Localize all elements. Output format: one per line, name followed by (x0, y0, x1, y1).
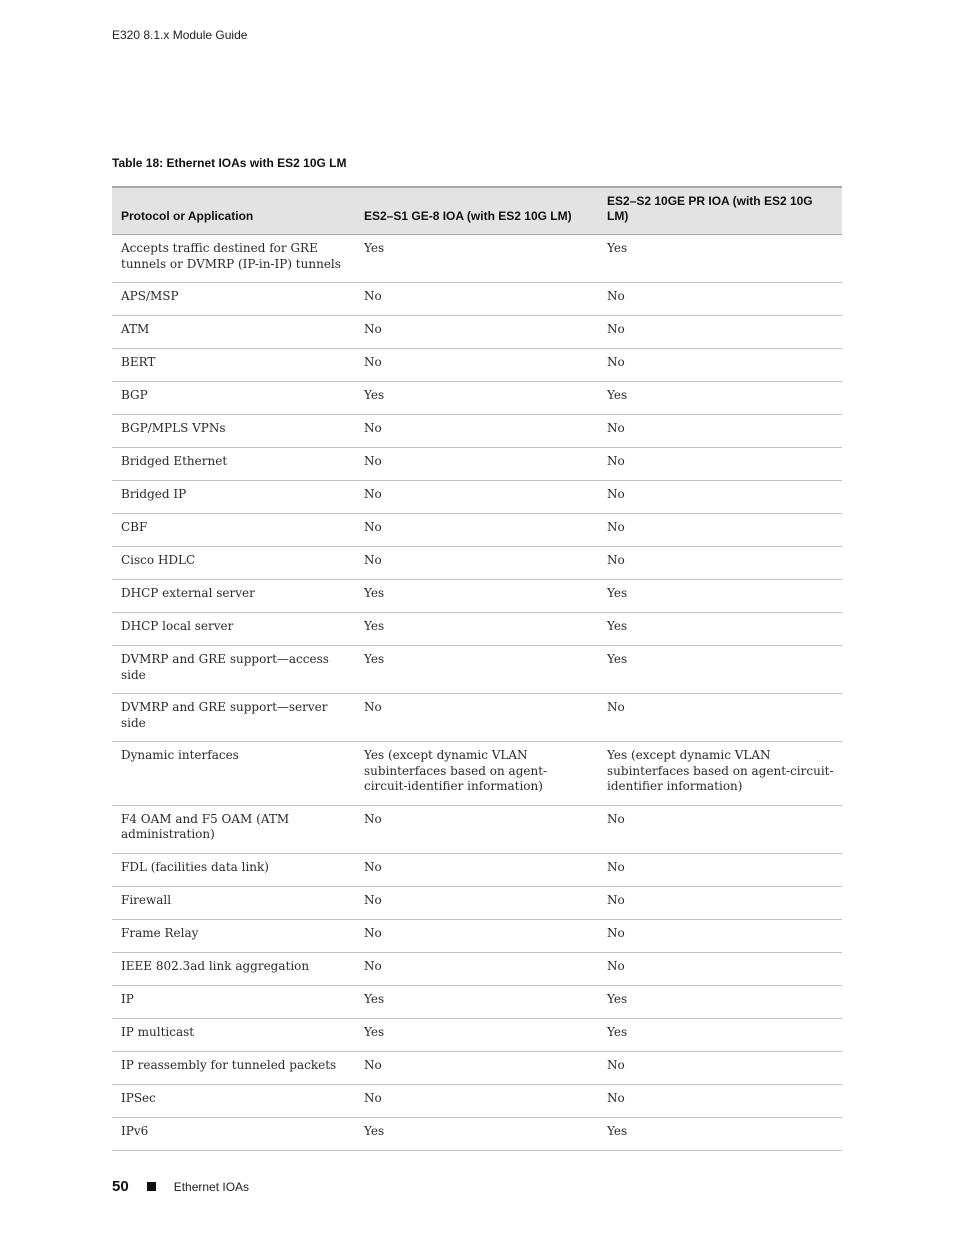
cell-es2-s1-support: Yes (355, 235, 598, 283)
cell-es2-s1-support: Yes (355, 382, 598, 415)
cell-es2-s1-support: No (355, 886, 598, 919)
cell-es2-s1-support: No (355, 547, 598, 580)
table-body (112, 235, 842, 1151)
column-header-es2-s1: ES2–S1 GE-8 IOA (with ES2 10G LM) (355, 187, 598, 235)
table-row (112, 1018, 842, 1051)
cell-es2-s1-support: No (355, 1051, 598, 1084)
cell-es2-s1-support: Yes (355, 1117, 598, 1150)
cell-protocol: APS/MSP (112, 283, 355, 316)
cell-es2-s1-support: No (355, 694, 598, 742)
table-row (112, 853, 842, 886)
cell-es2-s2-support: No (598, 853, 842, 886)
ethernet-ioa-table (112, 186, 842, 1151)
table-header-row (112, 187, 842, 235)
cell-es2-s2-support: Yes (598, 985, 842, 1018)
table-row (112, 646, 842, 694)
cell-protocol: BERT (112, 349, 355, 382)
cell-es2-s1-support: Yes (355, 1018, 598, 1051)
cell-es2-s2-support: No (598, 805, 842, 853)
cell-es2-s2-support: No (598, 919, 842, 952)
cell-protocol: CBF (112, 514, 355, 547)
table-row (112, 448, 842, 481)
cell-es2-s2-support: No (598, 886, 842, 919)
square-bullet-icon (147, 1182, 156, 1191)
cell-protocol: IPv6 (112, 1117, 355, 1150)
table-row (112, 481, 842, 514)
cell-protocol: IP multicast (112, 1018, 355, 1051)
cell-es2-s1-support: Yes (355, 580, 598, 613)
cell-es2-s1-support: Yes (355, 985, 598, 1018)
cell-protocol: Bridged IP (112, 481, 355, 514)
table-row (112, 1084, 842, 1117)
cell-es2-s2-support: Yes (598, 235, 842, 283)
table-row (112, 382, 842, 415)
cell-es2-s1-support: Yes (except dynamic VLAN subinterfaces based on agent-circuit-identifier information) (355, 742, 598, 806)
cell-protocol: Bridged Ethernet (112, 448, 355, 481)
cell-es2-s2-support: No (598, 952, 842, 985)
table-row (112, 952, 842, 985)
table-row (112, 349, 842, 382)
table-row (112, 580, 842, 613)
page-number: 50 (112, 1178, 129, 1195)
table-row (112, 886, 842, 919)
cell-protocol: DHCP local server (112, 613, 355, 646)
table-row (112, 1051, 842, 1084)
cell-protocol: IP (112, 985, 355, 1018)
table-row (112, 1117, 842, 1150)
cell-es2-s1-support: Yes (355, 613, 598, 646)
table-row (112, 694, 842, 742)
footer-section-title: Ethernet IOAs (173, 1179, 250, 1194)
table-row (112, 415, 842, 448)
cell-protocol: BGP/MPLS VPNs (112, 415, 355, 448)
cell-protocol: DVMRP and GRE support—access side (112, 646, 355, 694)
cell-es2-s1-support: No (355, 481, 598, 514)
cell-protocol: Firewall (112, 886, 355, 919)
cell-protocol: Cisco HDLC (112, 547, 355, 580)
cell-es2-s1-support: No (355, 853, 598, 886)
table-row (112, 919, 842, 952)
table-row (112, 742, 842, 806)
table-row (112, 547, 842, 580)
running-header: E320 8.1.x Module Guide (112, 28, 248, 42)
cell-es2-s2-support: No (598, 1084, 842, 1117)
cell-es2-s1-support: No (355, 316, 598, 349)
cell-protocol: BGP (112, 382, 355, 415)
page-footer (112, 1178, 249, 1195)
cell-es2-s1-support: No (355, 448, 598, 481)
cell-protocol: F4 OAM and F5 OAM (ATM administration) (112, 805, 355, 853)
table-caption: Table 18: Ethernet IOAs with ES2 10G LM (112, 156, 347, 170)
cell-es2-s2-support: Yes (598, 382, 842, 415)
cell-es2-s1-support: No (355, 514, 598, 547)
cell-es2-s2-support: Yes (598, 1117, 842, 1150)
cell-es2-s2-support: No (598, 514, 842, 547)
cell-es2-s2-support: No (598, 694, 842, 742)
cell-es2-s1-support: No (355, 415, 598, 448)
table-row (112, 316, 842, 349)
cell-protocol: Frame Relay (112, 919, 355, 952)
table-row (112, 613, 842, 646)
cell-es2-s1-support: Yes (355, 646, 598, 694)
cell-es2-s1-support: No (355, 1084, 598, 1117)
cell-protocol: Dynamic interfaces (112, 742, 355, 806)
cell-protocol: DHCP external server (112, 580, 355, 613)
cell-protocol: IP reassembly for tunneled packets (112, 1051, 355, 1084)
cell-es2-s2-support: No (598, 448, 842, 481)
cell-es2-s2-support: Yes (598, 1018, 842, 1051)
cell-es2-s2-support: Yes (598, 580, 842, 613)
column-header-es2-s2: ES2–S2 10GE PR IOA (with ES2 10G LM) (598, 187, 842, 235)
cell-protocol: DVMRP and GRE support—server side (112, 694, 355, 742)
cell-es2-s2-support: Yes (except dynamic VLAN subinterfaces based on agent-circuit-identifier information) (598, 742, 842, 806)
column-header-protocol: Protocol or Application (112, 187, 355, 235)
cell-es2-s2-support: Yes (598, 613, 842, 646)
cell-protocol: FDL (facilities data link) (112, 853, 355, 886)
cell-protocol: Accepts traffic destined for GRE tunnels or DVMRP (IP-in-IP) tunnels (112, 235, 355, 283)
cell-es2-s2-support: No (598, 415, 842, 448)
cell-es2-s2-support: No (598, 481, 842, 514)
table-row (112, 985, 842, 1018)
cell-es2-s2-support: No (598, 349, 842, 382)
table-row (112, 805, 842, 853)
cell-protocol: ATM (112, 316, 355, 349)
cell-es2-s2-support: No (598, 1051, 842, 1084)
table-row (112, 235, 842, 283)
cell-protocol: IEEE 802.3ad link aggregation (112, 952, 355, 985)
table-row (112, 514, 842, 547)
cell-es2-s2-support: Yes (598, 646, 842, 694)
cell-es2-s1-support: No (355, 805, 598, 853)
cell-es2-s2-support: No (598, 547, 842, 580)
cell-es2-s2-support: No (598, 316, 842, 349)
table-container (112, 186, 842, 1151)
cell-es2-s1-support: No (355, 919, 598, 952)
cell-protocol: IPSec (112, 1084, 355, 1117)
cell-es2-s1-support: No (355, 349, 598, 382)
cell-es2-s2-support: No (598, 283, 842, 316)
cell-es2-s1-support: No (355, 283, 598, 316)
cell-es2-s1-support: No (355, 952, 598, 985)
table-row (112, 283, 842, 316)
